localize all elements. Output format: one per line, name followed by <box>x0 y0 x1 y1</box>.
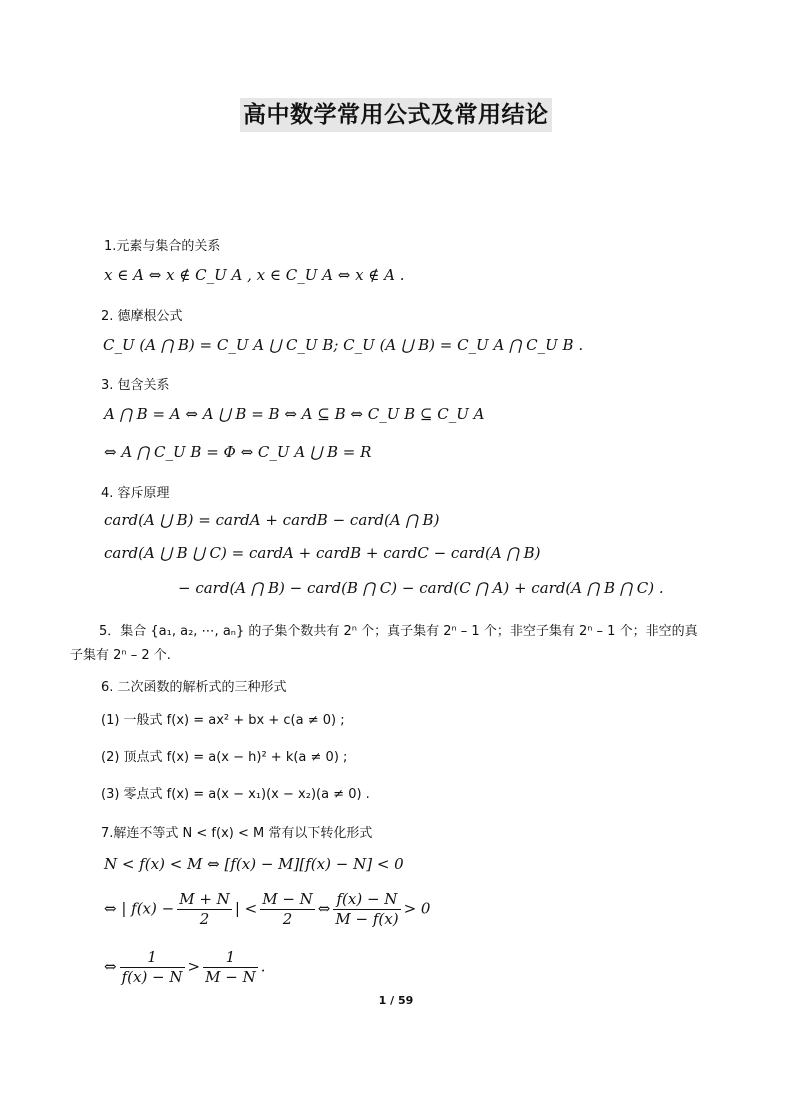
section-6-form-3: (3) 零点式 f(x) = a(x − x₁)(x − x₂)(a ≠ 0) . <box>101 787 370 802</box>
formula-2-middle-2: ⇔ <box>317 899 331 918</box>
section-4-formula-2: card(A ⋃ B ⋃ C) = cardA + cardB + cardC − card(A ⋂ B) <box>104 544 541 562</box>
section-1-heading: 1.元素与集合的关系 <box>104 239 221 254</box>
section-2-heading: 2. 德摩根公式 <box>101 309 183 324</box>
fraction-fx-minus-n-over-m-minus-fx: $\frac{f(x) - N}{M - f(x)}$ <box>335 890 399 928</box>
page-title: 高中数学常用公式及常用结论 <box>240 98 552 132</box>
formula-2-suffix: > 0 <box>403 899 431 918</box>
page-number: 1 / 59 <box>378 994 414 1007</box>
section-7-formula-2 <box>104 890 430 929</box>
formula-2-prefix: ⇔ | f(x) − <box>104 899 175 918</box>
section-2-formula: C_U (A ⋂ B) = C_U A ⋃ C_U B; C_U (A ⋃ B) = C_U A ⋂ C_U B . <box>103 336 584 354</box>
formula-3-middle: > <box>187 957 201 976</box>
fraction-m-plus-n-over-2: $\frac{M + N}{2}$ <box>179 890 230 928</box>
section-4-formula-1: card(A ⋃ B) = cardA + cardB − card(A ⋂ B) <box>104 511 440 529</box>
section-4-formula-3: − card(A ⋂ B) − card(B ⋂ C) − card(C ⋂ A) + card(A ⋂ B ⋂ C) . <box>178 579 664 597</box>
section-5-line-2: 子集有 2ⁿ – 2 个. <box>70 648 171 663</box>
section-6-heading: 6. 二次函数的解析式的三种形式 <box>101 680 287 695</box>
section-7-formula-1: N < f(x) < M ⇔ [f(x) − M][f(x) − N] < 0 <box>104 855 404 873</box>
section-4-heading: 4. 容斥原理 <box>101 486 170 501</box>
section-3-formula-1: A ⋂ B = A ⇔ A ⋃ B = B ⇔ A ⊆ B ⇔ C_U B ⊆ C_U A <box>104 405 485 423</box>
fraction-1-over-fx-minus-n: $\frac{1}{f(x) - N}$ <box>121 948 183 986</box>
section-3-formula-2: ⇔ A ⋂ C_U B = Φ ⇔ C_U A ⋃ B = R <box>104 443 372 461</box>
section-6-form-1: (1) 一般式 f(x) = ax² + bx + c(a ≠ 0) ; <box>101 713 345 728</box>
formula-3-suffix: . <box>260 957 266 976</box>
section-6-form-2: (2) 顶点式 f(x) = a(x − h)² + k(a ≠ 0) ; <box>101 750 348 765</box>
section-1-formula: x ∈ A ⇔ x ∉ C_U A , x ∈ C_U A ⇔ x ∉ A . <box>104 266 405 284</box>
fraction-1-over-m-minus-n: $\frac{1}{M - N}$ <box>205 948 256 986</box>
formula-3-prefix: ⇔ <box>104 957 117 976</box>
formula-2-middle-1: | < <box>234 899 258 918</box>
section-3-heading: 3. 包含关系 <box>101 378 170 393</box>
section-7-heading: 7.解连不等式 N < f(x) < M 常有以下转化形式 <box>101 826 373 841</box>
section-5-line-1: 5．集合 {a₁, a₂, ⋯, aₙ} 的子集个数共有 2ⁿ 个；真子集有 2ⁿ – 1 个；非空子集有 2ⁿ – 1 个；非空的真 <box>99 624 698 639</box>
section-7-formula-3 <box>104 948 265 987</box>
fraction-m-minus-n-over-2: $\frac{M - N}{2}$ <box>262 890 313 928</box>
